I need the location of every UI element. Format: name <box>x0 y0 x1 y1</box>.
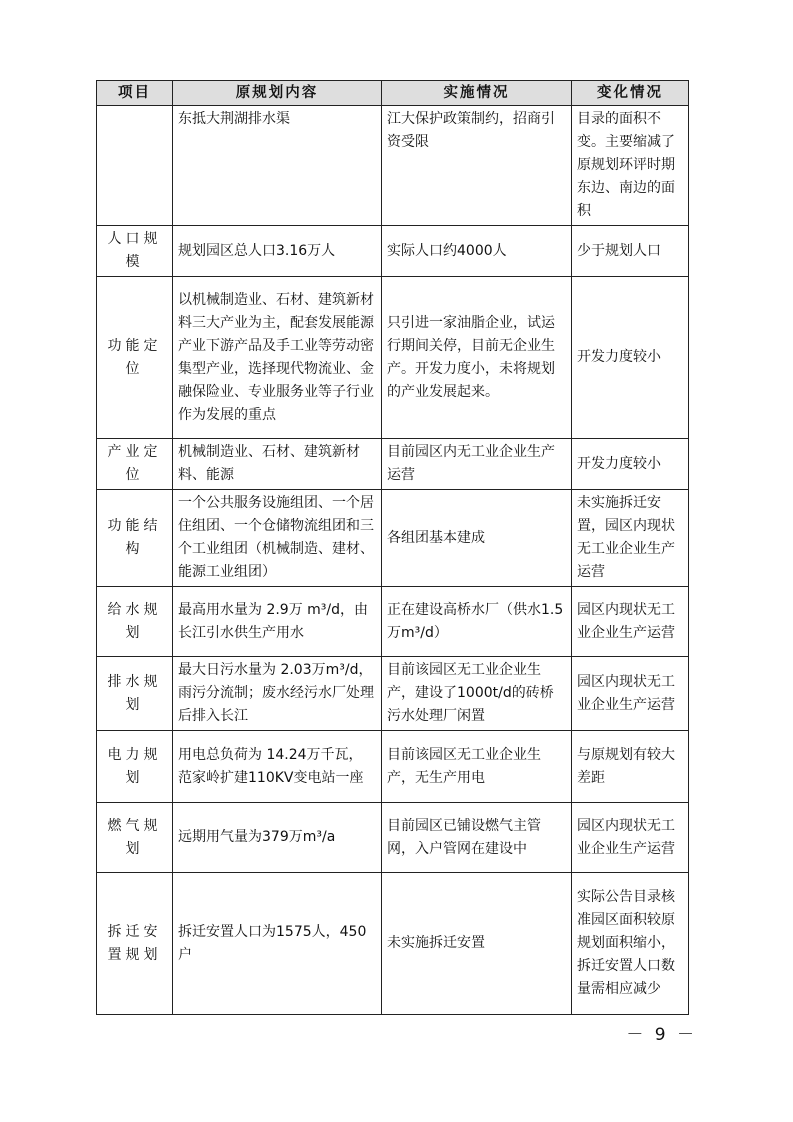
row-change: 目录的面积不变。主要缩减了原规划环评时期东边、南边的面积 <box>572 106 689 226</box>
table-row <box>97 490 689 587</box>
row-change: 园区内现状无工业企业生产运营 <box>572 587 689 657</box>
row-item: 功能定位 <box>97 277 173 439</box>
row-change: 与原规划有较大差距 <box>572 731 689 803</box>
row-change: 实际公告目录核准园区面积较原规划面积缩小，拆迁安置人口数量需相应减少 <box>572 873 689 1015</box>
row-change: 园区内现状无工业企业生产运营 <box>572 803 689 873</box>
table-row <box>97 106 689 226</box>
row-implementation: 目前园区已铺设燃气主管网，入户管网在建设中 <box>382 803 572 873</box>
row-original: 机械制造业、石材、建筑新材料、能源 <box>173 439 382 490</box>
row-original: 以机械制造业、石材、建筑新材料三大产业为主，配套发展能源产业下游产品及手工业等劳动密集型产业，选择现代物流业、金融保险业、专业服务业等子行业作为发展的重点 <box>173 277 382 439</box>
row-original: 拆迁安置人口为1575人，450户 <box>173 873 382 1015</box>
header-implementation: 实施情况 <box>382 81 572 106</box>
row-original: 规划园区总人口3.16万人 <box>173 226 382 277</box>
table-header-row <box>97 81 689 106</box>
page-number: － 9 － <box>626 1025 697 1045</box>
table-row <box>97 873 689 1015</box>
row-implementation: 实际人口约4000人 <box>382 226 572 277</box>
row-item: 拆迁安置规划 <box>97 873 173 1015</box>
row-item: 燃气规划 <box>97 803 173 873</box>
row-item: 产业定位 <box>97 439 173 490</box>
row-original: 一个公共服务设施组团、一个居住组团、一个仓储物流组团和三个工业组团（机械制造、建材、能源工业组团） <box>173 490 382 587</box>
row-implementation: 只引进一家油脂企业，试运行期间关停，目前无企业生产。开发力度小，未将规划的产业发展起来。 <box>382 277 572 439</box>
header-change: 变化情况 <box>572 81 689 106</box>
row-item: 给水规划 <box>97 587 173 657</box>
row-original: 用电总负荷为 14.24万千瓦，范家岭扩建110KV变电站一座 <box>173 731 382 803</box>
row-implementation: 江大保护政策制约，招商引资受限 <box>382 106 572 226</box>
row-original: 东抵大荆湖排水渠 <box>173 106 382 226</box>
row-implementation: 未实施拆迁安置 <box>382 873 572 1015</box>
table-row <box>97 277 689 439</box>
row-change: 开发力度较小 <box>572 439 689 490</box>
row-implementation: 目前该园区无工业企业生产，建设了1000t/d的砖桥污水处理厂闲置 <box>382 657 572 731</box>
row-change: 少于规划人口 <box>572 226 689 277</box>
table-row <box>97 439 689 490</box>
row-change: 开发力度较小 <box>572 277 689 439</box>
table-row <box>97 803 689 873</box>
row-implementation: 目前该园区无工业企业生产，无生产用电 <box>382 731 572 803</box>
row-implementation: 正在建设高桥水厂（供水1.5万m³/d） <box>382 587 572 657</box>
row-item <box>97 106 173 226</box>
row-original: 最高用水量为 2.9万 m³/d，由长江引水供生产用水 <box>173 587 382 657</box>
table-row <box>97 587 689 657</box>
row-item: 功能结构 <box>97 490 173 587</box>
row-item: 电力规划 <box>97 731 173 803</box>
row-original: 最大日污水量为 2.03万m³/d，雨污分流制；废水经污水厂处理后排入长江 <box>173 657 382 731</box>
table-row <box>97 731 689 803</box>
row-implementation: 各组团基本建成 <box>382 490 572 587</box>
row-change: 未实施拆迁安置，园区内现状无工业企业生产运营 <box>572 490 689 587</box>
header-original: 原规划内容 <box>173 81 382 106</box>
row-item: 人口规模 <box>97 226 173 277</box>
table-row <box>97 657 689 731</box>
row-implementation: 目前园区内无工业企业生产运营 <box>382 439 572 490</box>
row-change: 园区内现状无工业企业生产运营 <box>572 657 689 731</box>
row-original: 远期用气量为379万m³/a <box>173 803 382 873</box>
planning-comparison-table <box>96 80 689 1015</box>
table-row <box>97 226 689 277</box>
row-item: 排水规划 <box>97 657 173 731</box>
header-item: 项目 <box>97 81 173 106</box>
